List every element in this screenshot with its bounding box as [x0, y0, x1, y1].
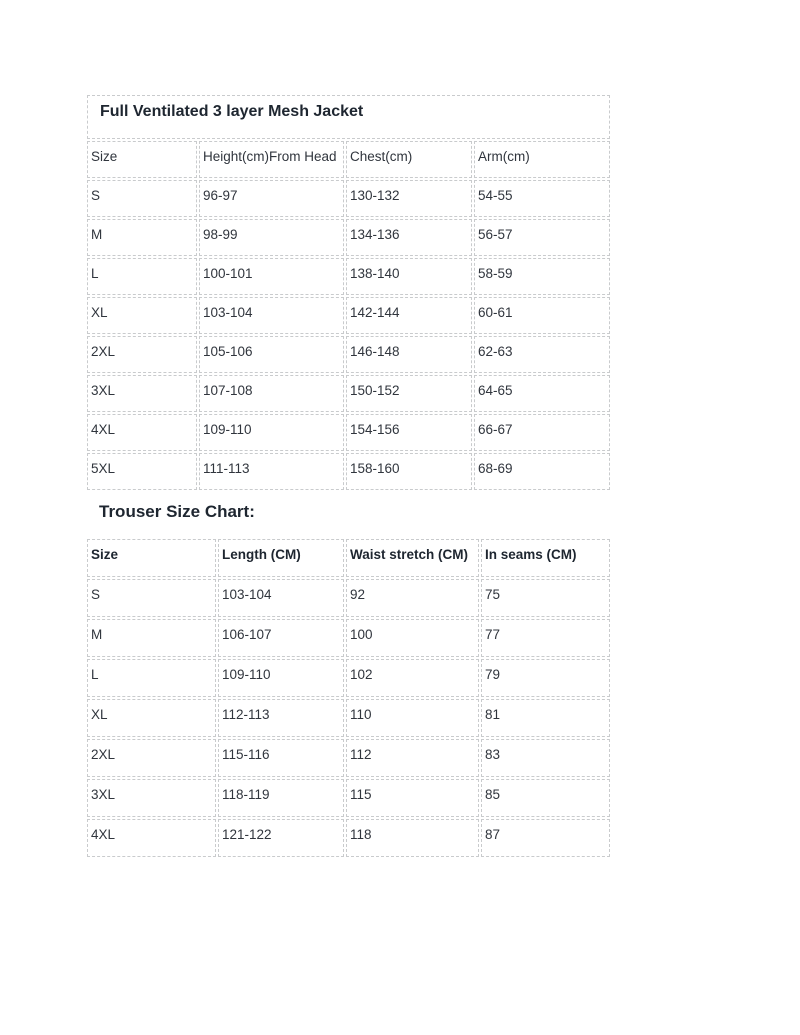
table-cell: M — [87, 619, 216, 657]
table-cell: 118 — [346, 819, 479, 857]
table-cell: 66-67 — [474, 414, 610, 451]
table-cell: 3XL — [87, 375, 197, 412]
table-cell: S — [87, 180, 197, 217]
table-row — [87, 453, 610, 490]
table-row — [87, 414, 610, 451]
table-cell: 103-104 — [199, 297, 344, 334]
table-cell: 79 — [481, 659, 610, 697]
table-row — [87, 375, 610, 412]
table-cell: 4XL — [87, 819, 216, 857]
table-row — [87, 619, 610, 657]
table-row — [87, 819, 610, 857]
table-cell: 102 — [346, 659, 479, 697]
table-cell: 58-59 — [474, 258, 610, 295]
table-cell: 85 — [481, 779, 610, 817]
table-cell: 2XL — [87, 336, 197, 373]
table-cell: L — [87, 659, 216, 697]
table-cell: 92 — [346, 579, 479, 617]
table-cell: 138-140 — [346, 258, 472, 295]
table-cell: 2XL — [87, 739, 216, 777]
column-header: Height(cm)From Head — [199, 141, 344, 178]
table-row — [87, 297, 610, 334]
table-cell: 60-61 — [474, 297, 610, 334]
table-cell: 3XL — [87, 779, 216, 817]
jacket-size-table — [85, 93, 612, 492]
table-cell: 100-101 — [199, 258, 344, 295]
jacket-table-title: Full Ventilated 3 layer Mesh Jacket — [87, 95, 610, 139]
table-cell: 62-63 — [474, 336, 610, 373]
table-cell: 87 — [481, 819, 610, 857]
column-header: In seams (CM) — [481, 539, 610, 577]
table-cell: 121-122 — [218, 819, 344, 857]
table-row — [87, 659, 610, 697]
column-header: Size — [87, 141, 197, 178]
column-header: Size — [87, 539, 216, 577]
column-header: Arm(cm) — [474, 141, 610, 178]
table-cell: 107-108 — [199, 375, 344, 412]
table-cell: XL — [87, 297, 197, 334]
table-cell: 109-110 — [199, 414, 344, 451]
trouser-section-heading: Trouser Size Chart: — [99, 502, 255, 521]
column-header: Chest(cm) — [346, 141, 472, 178]
table-row — [87, 779, 610, 817]
table-cell: 105-106 — [199, 336, 344, 373]
table-cell: 115 — [346, 779, 479, 817]
table-cell: 111-113 — [199, 453, 344, 490]
table-cell: 142-144 — [346, 297, 472, 334]
table-cell: 118-119 — [218, 779, 344, 817]
table-row — [87, 219, 610, 256]
table-cell: 100 — [346, 619, 479, 657]
trouser-size-table — [85, 537, 612, 859]
table-row — [87, 258, 610, 295]
table-row — [87, 180, 610, 217]
table-cell: 54-55 — [474, 180, 610, 217]
table-cell: 81 — [481, 699, 610, 737]
table-row — [87, 579, 610, 617]
table-cell: 4XL — [87, 414, 197, 451]
table-cell: 5XL — [87, 453, 197, 490]
table-cell: M — [87, 219, 197, 256]
jacket-table-body — [87, 180, 610, 490]
table-row — [87, 739, 610, 777]
table-cell: 110 — [346, 699, 479, 737]
table-cell: 98-99 — [199, 219, 344, 256]
table-cell: 109-110 — [218, 659, 344, 697]
table-cell: 134-136 — [346, 219, 472, 256]
table-cell: 106-107 — [218, 619, 344, 657]
trouser-table-header-row — [87, 539, 610, 577]
table-row — [87, 699, 610, 737]
table-cell: 112 — [346, 739, 479, 777]
trouser-table-body — [87, 579, 610, 857]
table-cell: XL — [87, 699, 216, 737]
table-row — [87, 336, 610, 373]
table-cell: 146-148 — [346, 336, 472, 373]
jacket-table-header-row — [87, 141, 610, 178]
table-cell: 68-69 — [474, 453, 610, 490]
table-cell: 115-116 — [218, 739, 344, 777]
table-cell: L — [87, 258, 197, 295]
table-cell: 112-113 — [218, 699, 344, 737]
table-cell: 96-97 — [199, 180, 344, 217]
column-header: Waist stretch (CM) — [346, 539, 479, 577]
table-cell: 150-152 — [346, 375, 472, 412]
table-cell: 56-57 — [474, 219, 610, 256]
table-cell: 154-156 — [346, 414, 472, 451]
table-cell: 83 — [481, 739, 610, 777]
table-cell: 75 — [481, 579, 610, 617]
table-cell: S — [87, 579, 216, 617]
table-cell: 103-104 — [218, 579, 344, 617]
table-cell: 77 — [481, 619, 610, 657]
table-cell: 130-132 — [346, 180, 472, 217]
table-cell: 158-160 — [346, 453, 472, 490]
table-cell: 64-65 — [474, 375, 610, 412]
column-header: Length (CM) — [218, 539, 344, 577]
jacket-table-title-row — [87, 95, 610, 139]
